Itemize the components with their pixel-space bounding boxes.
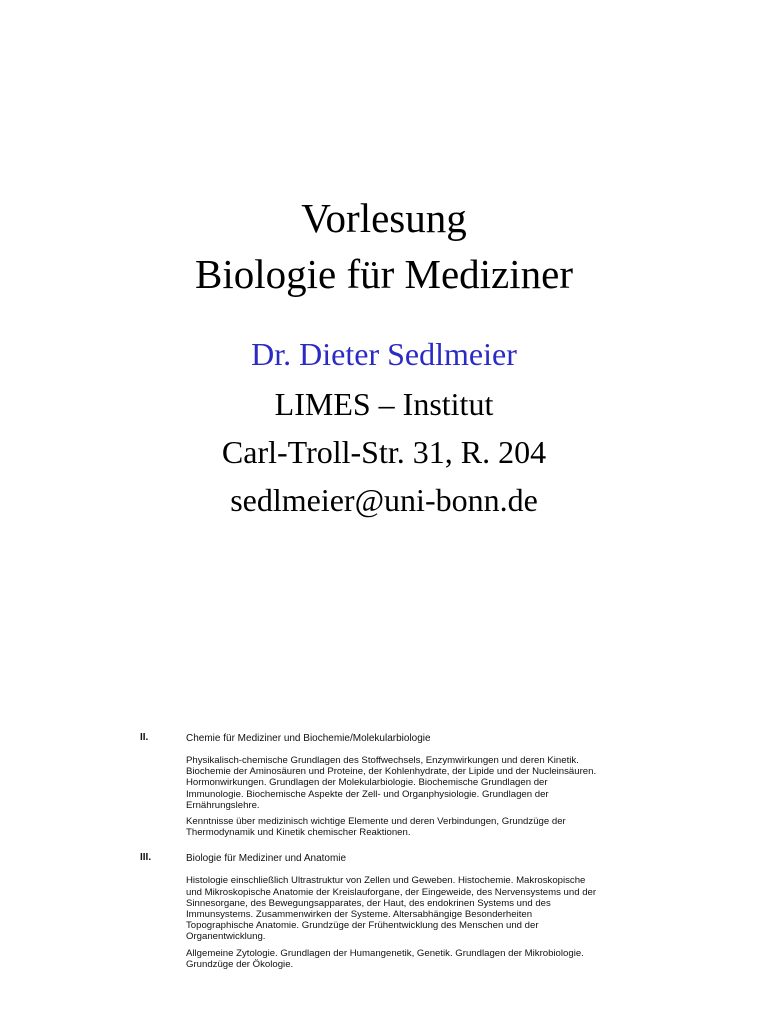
curriculum-section-2 xyxy=(140,732,600,838)
section-number: III. xyxy=(140,852,152,864)
title-block xyxy=(0,190,768,302)
section-content xyxy=(186,852,600,970)
section-paragraph: Histologie einschließlich Ultrastruktur von Zellen und Geweben. Histochemie. Makroskopische und Mikroskopische Anatomie der Kreislauforgane, der Eingeweide, des Nervensystems und der Sinnesorgane, des Bewegungsapparates, der Haut, des endokrinen Systems und des Immunsystems. Zusammenwirken der Systeme. Altersabhängige Besonderheiten Topographische Anatomie. Grundzüge der Frühentwicklung des Menschen und der Organentwicklung. xyxy=(186,875,597,943)
curriculum-section-3 xyxy=(140,852,600,970)
institute-name: LIMES – Institut xyxy=(274,386,494,422)
section-number: II. xyxy=(140,732,149,743)
section-paragraph: Allgemeine Zytologie. Grundlagen der Humangenetik, Genetik. Grundlagen der Mikrobiologie. Grundzüge der Ökologie. xyxy=(186,947,584,970)
section-title: Biologie für Mediziner und Anatomie xyxy=(186,853,347,865)
author-name: Dr. Dieter Sedlmeier xyxy=(251,336,517,372)
section-paragraph: Physikalisch-chemische Grundlagen des Stoffwechsels, Enzymwirkungen und deren Kinetik. Biochemie der Aminosäuren und Proteine, der Kohlenhydrate, der Lipide und der Nucleinsäuren. Hormonwirkungen. Grundlagen der Molekularbiologie. Biochemische Grundlagen der Immunologie. Biochemische Aspekte der Zell- und Organphysiologie. Grundlagen der Ernährungslehre. xyxy=(186,755,597,811)
title-line-2: Biologie für Mediziner xyxy=(194,251,573,297)
title-line-1: Vorlesung xyxy=(301,195,467,241)
section-paragraph: Kenntnisse über medizinisch wichtige Elemente und deren Verbindungen, Grundzüge der Thermodynamik und Kinetik chemischer Reaktionen. xyxy=(186,816,566,839)
email-address: sedlmeier@uni-bonn.de xyxy=(230,482,538,518)
section-content xyxy=(186,732,600,838)
curriculum-excerpt xyxy=(140,732,600,984)
address: Carl-Troll-Str. 31, R. 204 xyxy=(221,434,547,470)
section-title: Chemie für Mediziner und Biochemie/Molekularbiologie xyxy=(186,733,431,744)
